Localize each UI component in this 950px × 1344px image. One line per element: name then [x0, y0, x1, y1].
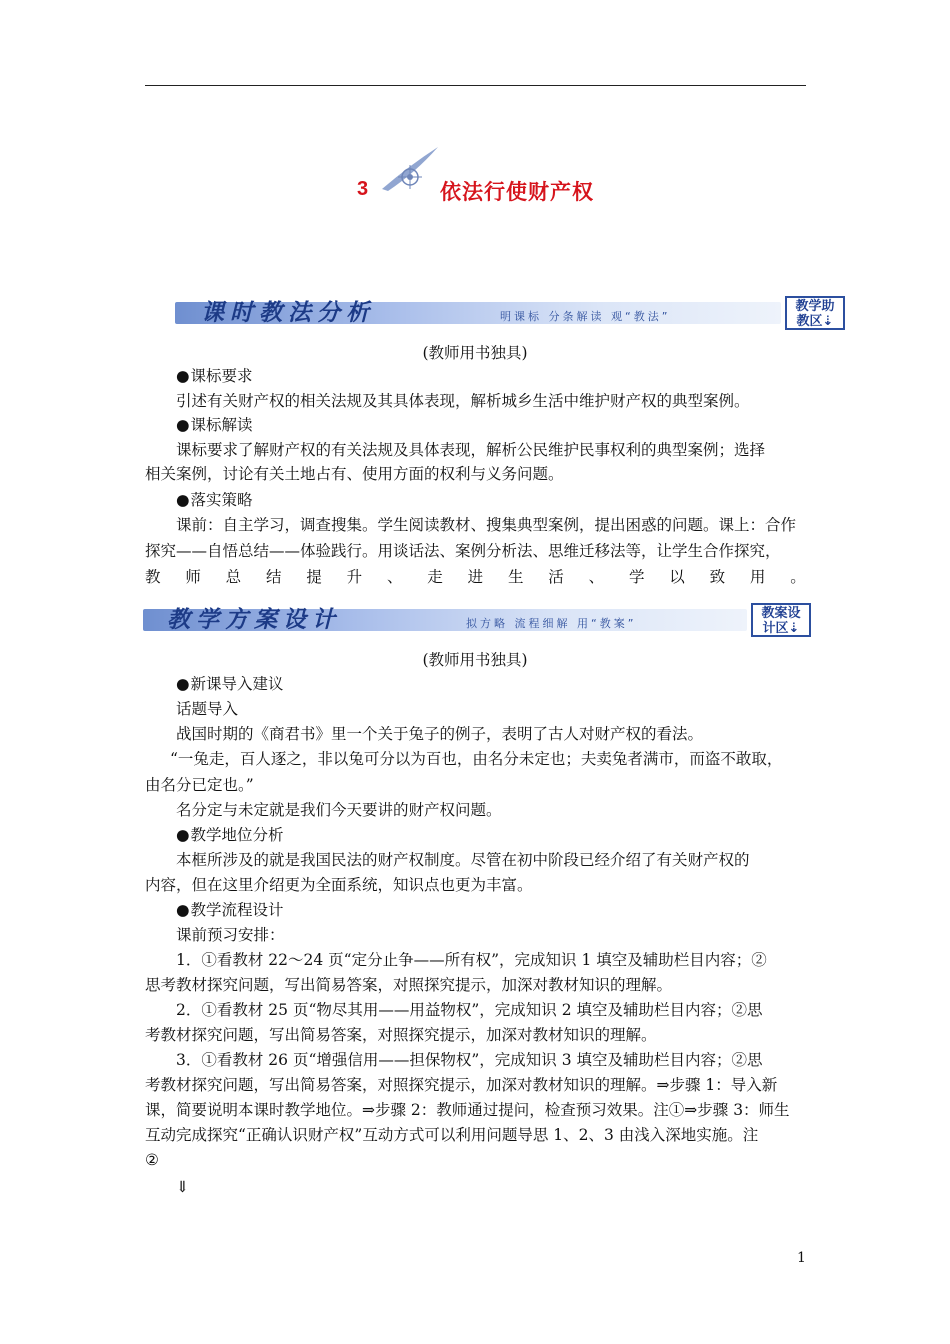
- section-banner-teaching-analysis: [175, 296, 847, 330]
- char: 进: [467, 568, 484, 586]
- heading-curriculum-interpretation: ● 课标解读: [176, 413, 253, 437]
- teacher-note: (教师用书独具): [422, 344, 528, 362]
- section-badge[interactable]: [785, 296, 845, 330]
- header-rule: [145, 85, 806, 86]
- heading-teaching-position: ● 教学地位分析: [176, 823, 284, 847]
- list-item: 思考教材探究问题，写出简易答案，对照探究提示，加深对教材知识的理解。: [145, 976, 673, 994]
- paragraph: 战国时期的《商君书》里一个关于兔子的例子，表明了古人对财产权的看法。: [176, 725, 704, 743]
- char: 以: [669, 568, 685, 586]
- badge-line1: 教学助: [795, 299, 835, 314]
- list-item: 考教材探究问题，写出简易答案，对照探究提示，加深对教材知识的理解。: [145, 1026, 657, 1044]
- char: 师: [185, 568, 201, 586]
- paragraph: 课标要求了解财产权的有关法规及具体表现，解析公民维护民事权利的典型案例；选择: [176, 441, 766, 459]
- quote: 由名分已定也。”: [145, 776, 254, 794]
- list-item: 互动完成探究“正确认识财产权”互动方式可以利用问题导思 1、2、3 由浅入深地实施。注: [145, 1126, 759, 1144]
- char: 学: [628, 568, 645, 586]
- teacher-note: (教师用书独具): [422, 651, 528, 669]
- banner-subtitle: 明课标 分条解读 观“教法”: [500, 310, 671, 323]
- list-item: 2．①看教材 25 页“物尽其用——用益物权”，完成知识 2 填空及辅助栏目内容；②思: [176, 1001, 763, 1019]
- section-badge[interactable]: [751, 603, 811, 637]
- paragraph: 内容，但在这里介绍更为全面系统，知识点也更为丰富。: [145, 876, 533, 894]
- badge-line2: 教区⇣: [796, 314, 834, 329]
- heading-teaching-flow: ● 教学流程设计: [176, 898, 284, 922]
- char: 结: [265, 568, 282, 586]
- char: 致: [709, 568, 726, 586]
- heading-curriculum-requirements: ● 课标要求: [176, 364, 253, 388]
- paragraph: 名分定与未定就是我们今天要讲的财产权问题。: [176, 801, 502, 819]
- paragraph: 本框所涉及的就是我国民法的财产权制度。尽管在初中阶段已经介绍了有关财产权的: [176, 851, 750, 869]
- char: 、: [386, 568, 403, 586]
- char: 总: [225, 568, 242, 586]
- spaced-line: [145, 565, 806, 587]
- section-banner-lesson-design: [143, 603, 815, 637]
- quote: “一兔走，百人逐之，非以兔可分以为百也，由名分未定也；夫卖兔者满市，而盗不敢取，: [170, 750, 783, 768]
- paragraph: 引述有关财产权的相关法规及其具体表现，解析城乡生活中维护财产权的典型案例。: [176, 392, 750, 410]
- badge-line2: 计区⇣: [762, 621, 800, 636]
- paragraph: 探究——自悟总结——体验践行。用谈话法、案例分析法、思维迁移法等，让学生合作探究，: [145, 542, 781, 560]
- paragraph: 课前：自主学习，调查搜集。学生阅读教材、搜集典型案例，提出困惑的问题。课上：合作: [176, 516, 797, 534]
- banner-subtitle: 拟方略 流程细解 用“教案”: [466, 617, 637, 630]
- char: 生: [507, 568, 524, 586]
- char: 教: [145, 568, 161, 586]
- char: 、: [588, 568, 605, 586]
- char: 提: [306, 568, 322, 586]
- page-number: 1: [797, 1250, 806, 1266]
- list-item: ②: [145, 1151, 159, 1169]
- heading-new-lesson-intro: ● 新课导入建议: [176, 672, 284, 696]
- heading-implementation-strategy: ● 落实策略: [176, 488, 253, 512]
- banner-title: 教学方案设计: [167, 606, 341, 633]
- subheading: 课前预习安排：: [176, 926, 285, 944]
- badge-line1: 教案设: [761, 606, 801, 621]
- list-item: 3．①看教材 26 页“增强信用——担保物权”，完成知识 3 填空及辅助栏目内容；②思: [176, 1051, 763, 1069]
- lesson-title: 依法行使财产权: [440, 180, 594, 204]
- lesson-number: 3: [357, 178, 369, 200]
- list-item: 1．①看教材 22～24 页“定分止争——所有权”，完成知识 1 填空及辅助栏目内容；②: [176, 951, 767, 969]
- paragraph: 相关案例，讨论有关土地占有、使用方面的权利与义务问题。: [145, 465, 564, 483]
- down-arrow: ⇓: [176, 1178, 189, 1196]
- banner-title: 课时教法分析: [201, 299, 375, 326]
- char: 活: [548, 568, 564, 586]
- char: 升: [346, 568, 363, 586]
- list-item: 课，简要说明本课时教学地位。⇒步骤 2：教师通过提问，检查预习效果。注①⇒步骤 3：师生: [145, 1101, 790, 1119]
- subheading: 话题导入: [176, 700, 239, 718]
- char: 走: [427, 568, 443, 586]
- char: 用: [749, 568, 766, 586]
- list-item: 考教材探究问题，写出简易答案，对照探究提示，加深对教材知识的理解。⇒步骤 1：导入新: [145, 1076, 778, 1094]
- char: 。: [790, 568, 806, 586]
- compass-swoosh-icon: [380, 145, 440, 195]
